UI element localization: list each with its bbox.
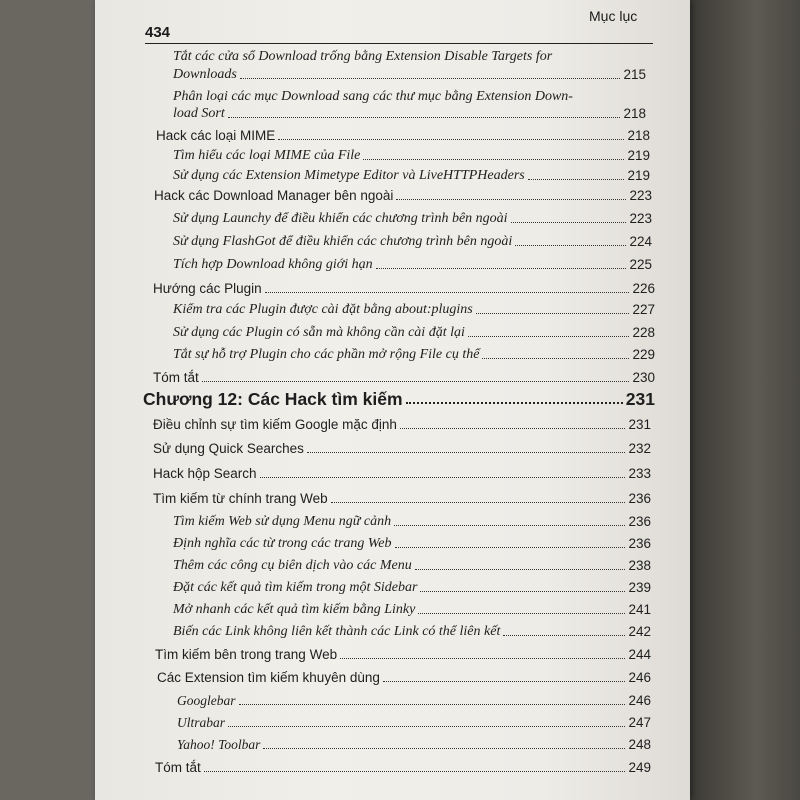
dot-leader — [202, 381, 630, 382]
toc-entry — [154, 187, 652, 204]
dot-leader — [415, 569, 626, 570]
toc-entry — [177, 736, 651, 753]
toc-page-number: 223 — [629, 211, 652, 226]
toc-page-number: 232 — [628, 441, 651, 456]
toc-entry-title: Định nghĩa các từ trong các trang Web — [173, 536, 392, 551]
toc-entry — [173, 48, 646, 65]
toc-entry-title: Đặt các kết quả tìm kiếm trong một Sidebar — [173, 580, 418, 595]
toc-entry-title: Hướng các Plugin — [153, 281, 262, 296]
toc-entry-title: Phân loại các mục Download sang các thư mục bằng Extension Down- — [173, 89, 573, 104]
toc-entry — [173, 623, 651, 640]
toc-entry-title: Sử dụng FlashGot để điều khiển các chương trình bên ngoài — [173, 234, 513, 249]
dot-leader — [307, 452, 626, 453]
dot-leader — [400, 428, 626, 429]
toc-entry — [153, 490, 651, 507]
dot-leader — [265, 292, 630, 293]
dot-leader — [394, 525, 625, 526]
toc-entry — [173, 535, 651, 552]
toc-entry — [177, 692, 651, 709]
toc-entry-title: Sử dụng các Plugin có sẵn mà không cần cài đặt lại — [173, 325, 465, 340]
toc-entry — [177, 714, 651, 731]
toc-page-number: 239 — [628, 580, 651, 595]
toc-entry — [173, 346, 655, 363]
toc-page-number: 218 — [623, 106, 646, 121]
toc-page-number: 249 — [628, 760, 651, 775]
dot-leader — [482, 358, 629, 359]
toc-entry-title: Điều chỉnh sự tìm kiếm Google mặc định — [153, 417, 397, 432]
toc-entry — [155, 759, 651, 776]
toc-entry — [153, 416, 651, 433]
toc-entry-title: Sử dụng các Extension Mimetype Editor và LiveHTTPHeaders — [173, 168, 525, 183]
toc-entry-title: Googlebar — [177, 693, 236, 708]
toc-entry — [153, 280, 655, 297]
toc-page-number: 248 — [628, 737, 651, 752]
toc-entry — [173, 579, 651, 596]
dot-leader — [363, 159, 624, 160]
toc-entry — [173, 147, 650, 164]
toc-entry — [173, 513, 651, 530]
toc-page-number: 228 — [632, 325, 655, 340]
dot-leader — [260, 477, 626, 478]
dot-leader — [406, 402, 623, 404]
toc-entry-title: Yahoo! Toolbar — [177, 737, 261, 752]
dot-leader — [228, 726, 625, 727]
toc-entry-title: Tìm hiểu các loại MIME của File — [173, 148, 361, 163]
dot-leader — [239, 704, 626, 705]
toc-entry-title: Tìm kiếm bên trong trang Web — [155, 647, 338, 662]
toc-page-number: 229 — [632, 347, 655, 362]
dot-leader — [395, 547, 626, 548]
dot-leader — [278, 139, 624, 140]
toc-entry-title: Tóm tắt — [155, 760, 201, 775]
running-head: Mục lục — [589, 8, 638, 24]
dot-leader — [263, 748, 625, 749]
toc-entry-title: Hack các Download Manager bên ngoài — [154, 188, 394, 203]
toc-entry — [173, 256, 652, 273]
toc-entry-title: Kiểm tra các Plugin được cài đặt bằng about:plugins — [173, 302, 473, 317]
toc-entry — [173, 105, 646, 122]
dot-leader — [515, 245, 626, 246]
toc-page-number: 218 — [627, 128, 650, 143]
dot-leader — [476, 313, 630, 314]
toc-entry — [157, 669, 651, 686]
dot-leader — [376, 268, 627, 269]
toc-entry-title: Thêm các công cụ biên dịch vào các Menu — [173, 558, 412, 573]
toc-entry-title: Hack hộp Search — [153, 466, 257, 481]
toc-entry — [173, 88, 646, 105]
toc-entry-title: Tắt các cửa sổ Download trống bằng Extension Disable Targets for — [173, 49, 553, 64]
toc-entry — [173, 167, 650, 184]
toc-page-number: 242 — [628, 624, 651, 639]
dot-leader — [240, 78, 621, 79]
dot-leader — [204, 771, 626, 772]
toc-page-number: 247 — [628, 715, 651, 730]
toc-entry-title: Mở nhanh các kết quả tìm kiếm bằng Linky — [173, 602, 416, 617]
toc-page-number: 227 — [632, 302, 655, 317]
dot-leader — [468, 336, 630, 337]
dot-leader — [511, 222, 627, 223]
toc-page-number: 246 — [628, 693, 651, 708]
toc-entry — [173, 66, 646, 83]
toc-entry-title: Biến các Link không liên kết thành các Link có thể liên kết — [173, 624, 501, 639]
toc-entry — [153, 465, 651, 482]
dot-leader — [340, 658, 625, 659]
toc-entry — [173, 557, 651, 574]
page-number: 434 — [145, 24, 171, 41]
toc-entry-title: Ultrabar — [177, 715, 226, 730]
toc-entry — [173, 233, 652, 250]
toc-page-number: 238 — [628, 558, 651, 573]
toc-entry — [156, 127, 650, 144]
toc-page-number: 224 — [629, 234, 652, 249]
toc-entry — [155, 646, 651, 663]
toc-entry-title: Tìm kiếm Web sử dụng Menu ngữ cảnh — [173, 514, 392, 529]
book-edge — [690, 0, 800, 800]
toc-page-number: 241 — [628, 602, 651, 617]
table-of-contents — [95, 0, 690, 800]
toc-entry-title: Các Extension tìm kiếm khuyên dùng — [157, 670, 380, 685]
book-page — [95, 0, 690, 800]
toc-entry — [173, 601, 651, 618]
dot-leader — [503, 635, 625, 636]
dot-leader — [383, 681, 626, 682]
toc-page-number: 219 — [627, 148, 650, 163]
toc-entry — [173, 210, 652, 227]
toc-page-number: 231 — [628, 417, 651, 432]
toc-entry-title: Tóm tắt — [153, 370, 199, 385]
toc-entry — [173, 301, 655, 318]
toc-page-number: 226 — [632, 281, 655, 296]
toc-entry-title: load Sort — [173, 106, 225, 121]
toc-page-number: 236 — [628, 514, 651, 529]
toc-chapter-heading — [143, 391, 655, 408]
toc-entry — [153, 369, 655, 386]
toc-page-number: 225 — [629, 257, 652, 272]
toc-page-number: 233 — [628, 466, 651, 481]
toc-page-number: 219 — [627, 168, 650, 183]
toc-entry-title: Hack các loại MIME — [156, 128, 276, 143]
toc-entry — [153, 440, 651, 457]
toc-page-number: 236 — [628, 491, 651, 506]
toc-page-number: 246 — [628, 670, 651, 685]
toc-page-number: 230 — [632, 370, 655, 385]
toc-entry-title: Chương 12: Các Hack tìm kiếm — [143, 389, 403, 409]
toc-entry-title: Tắt sự hỗ trợ Plugin cho các phần mở rộng File cụ thể — [173, 347, 480, 362]
toc-page-number: 223 — [629, 188, 652, 203]
dot-leader — [396, 199, 626, 200]
toc-page-number: 231 — [625, 389, 655, 409]
toc-page-number: 215 — [623, 67, 646, 82]
toc-entry — [173, 324, 655, 341]
toc-page-number: 236 — [628, 536, 651, 551]
toc-entry-title: Tích hợp Download không giới hạn — [173, 257, 373, 272]
dot-leader — [418, 613, 625, 614]
toc-entry-title: Downloads — [173, 67, 237, 82]
toc-entry-title: Sử dụng Launchy để điều khiển các chương trình bên ngoài — [173, 211, 508, 226]
dot-leader — [228, 117, 621, 118]
dot-leader — [420, 591, 625, 592]
dot-leader — [331, 502, 626, 503]
dot-leader — [528, 179, 625, 180]
toc-entry-title: Sử dụng Quick Searches — [153, 441, 304, 456]
toc-page-number: 244 — [628, 647, 651, 662]
toc-entry-title: Tìm kiếm từ chính trang Web — [153, 491, 328, 506]
